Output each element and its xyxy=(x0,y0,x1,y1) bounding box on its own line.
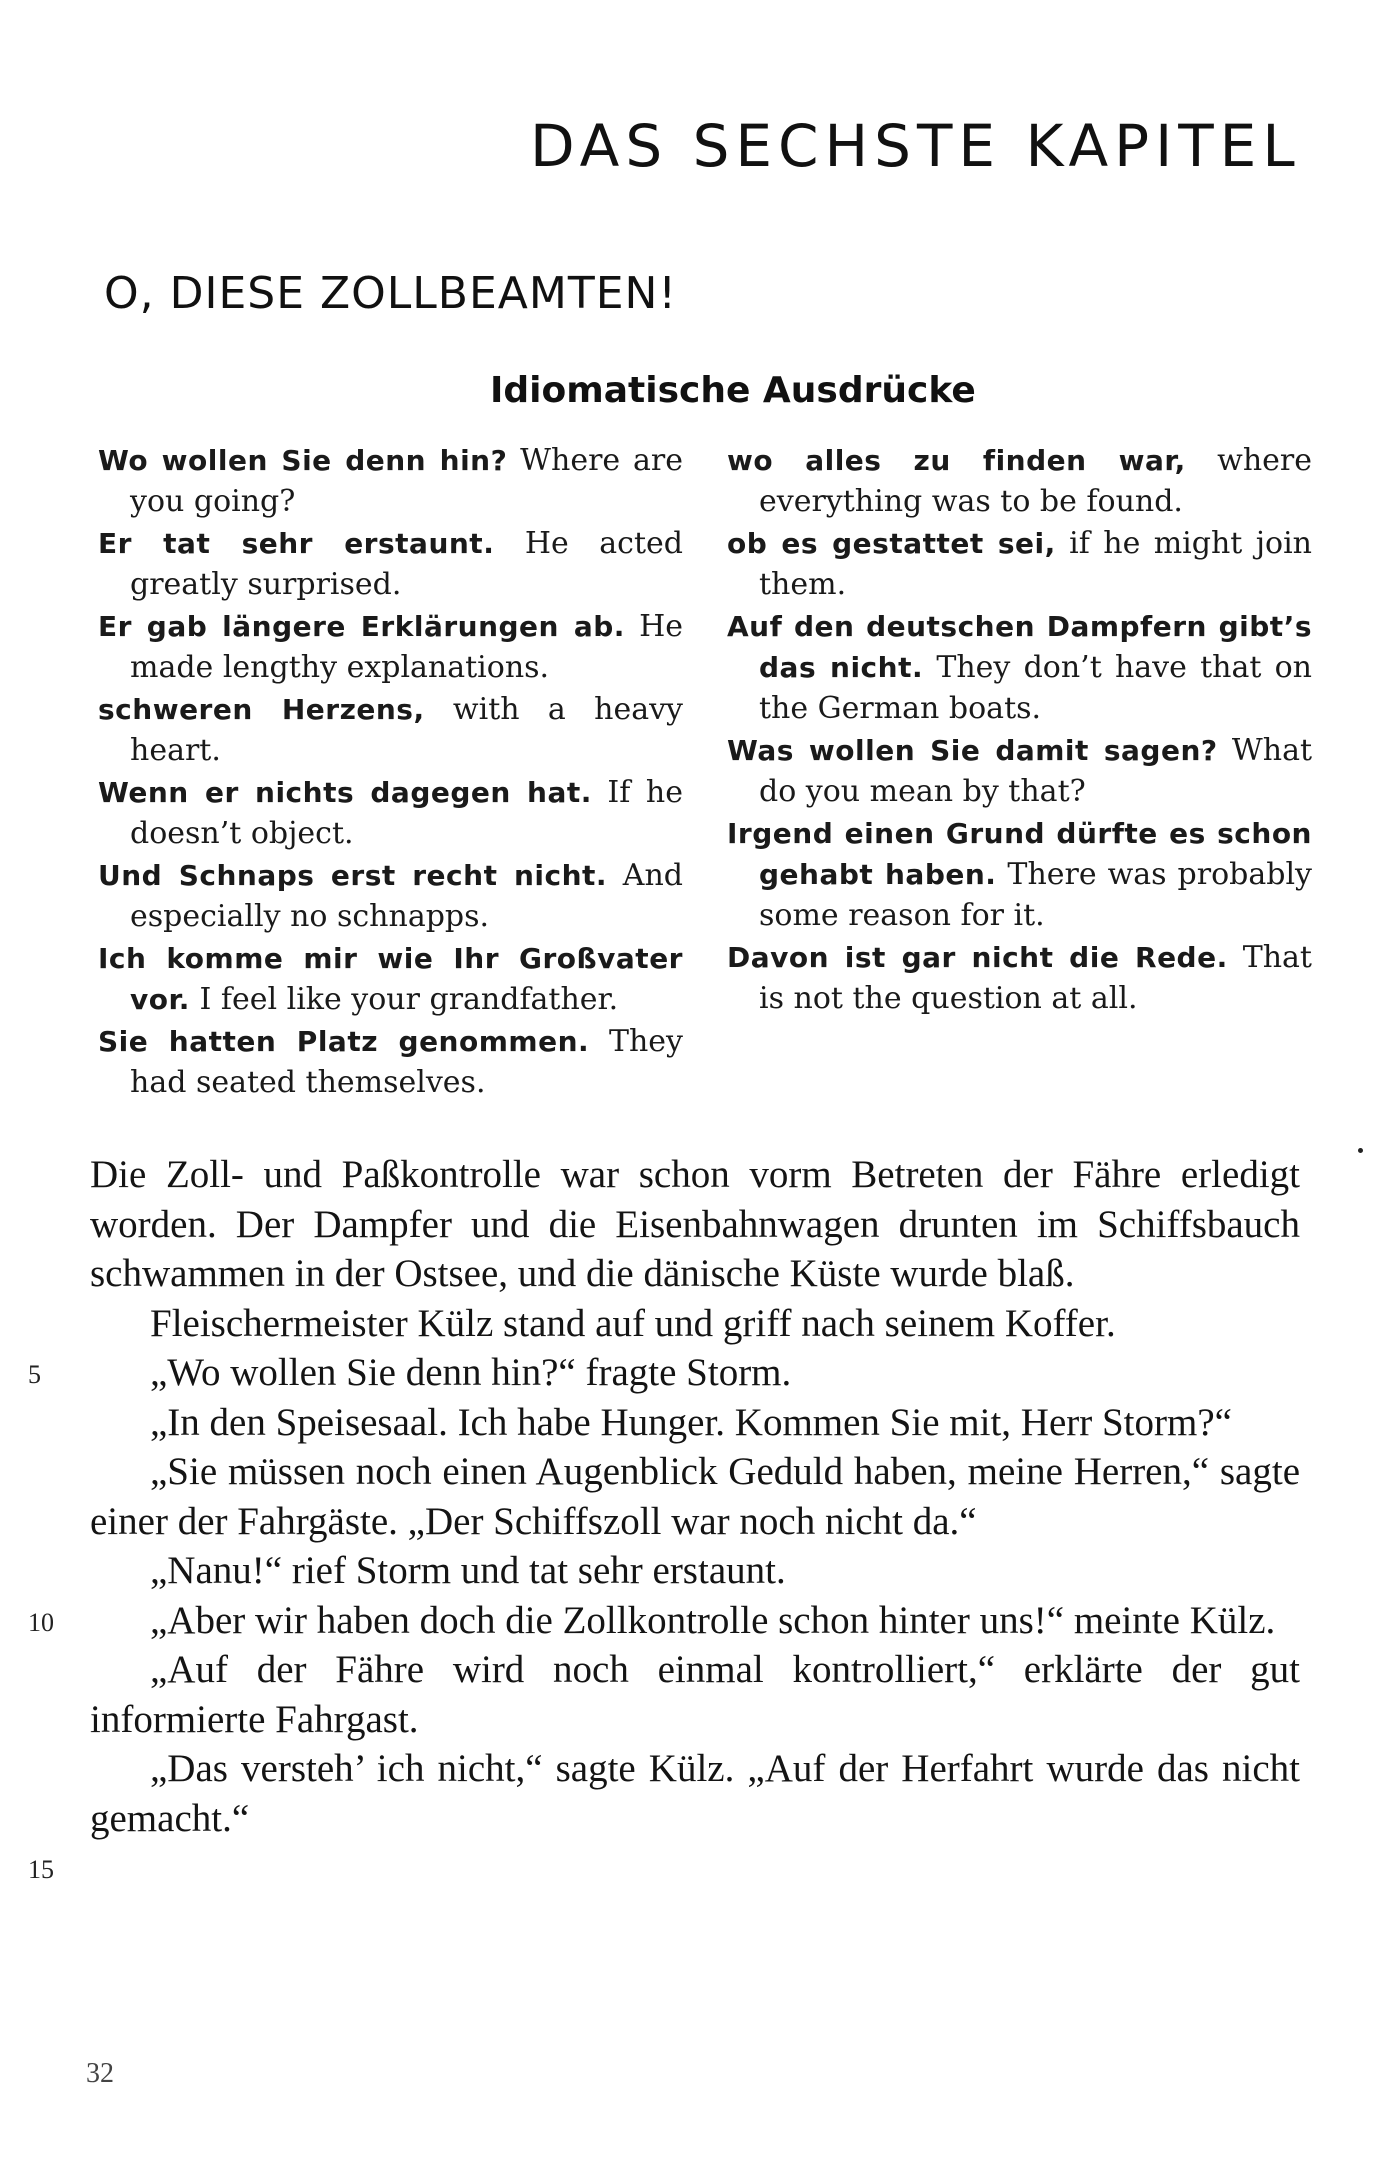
idiom-german: Er gab längere Erklärungen ab. xyxy=(98,610,625,643)
idiom-german: ob es gestattet sei, xyxy=(727,527,1056,560)
idiom-english: I feel like your grandfather. xyxy=(189,982,619,1017)
idiom-entry xyxy=(98,772,683,854)
idiom-english: Where are you going? xyxy=(130,443,683,519)
idiom-german: schweren Herzens, xyxy=(98,693,425,726)
idiom-entry xyxy=(727,813,1312,936)
idiom-entry xyxy=(727,730,1312,812)
line-number: 15 xyxy=(28,1855,54,1884)
paragraph: „Sie müssen noch einen Augenblick Geduld haben, meine Herren,“ sagte einer der Fahrgäste. „Der Schiffszoll war noch nicht da.“ xyxy=(90,1450,1300,1543)
idiom-german: Wenn er nichts dagegen hat. xyxy=(98,776,592,809)
paragraph: „In den Speisesaal. Ich habe Hunger. Kommen Sie mit, Herr Storm?“ xyxy=(150,1400,1232,1444)
paragraph: „Das versteh’ ich nicht,“ sagte Külz. „Auf der Herfahrt wurde das nicht gemacht.“ xyxy=(90,1747,1300,1840)
idiom-entry xyxy=(98,855,683,937)
idiom-english: That is not the question at all. xyxy=(759,940,1312,1016)
idiom-english: He acted greatly surprised. xyxy=(130,526,683,602)
chapter-title: DAS SECHSTE KAPITEL xyxy=(530,112,1301,180)
idiom-english: If he doesn’t object. xyxy=(130,775,683,851)
idiom-german: Was wollen Sie damit sagen? xyxy=(727,734,1218,767)
idioms-heading: Idiomatische Ausdrücke xyxy=(490,370,976,411)
idiom-english: They don’t have that on the German boats. xyxy=(759,650,1313,726)
idiom-german: Irgend einen Grund dürfte es schon gehabt haben. xyxy=(727,817,1312,891)
idiom-german: wo alles zu finden war, xyxy=(727,444,1186,477)
idiom-german: Sie hatten Platz genommen. xyxy=(98,1025,590,1058)
idiom-entry xyxy=(727,523,1312,605)
story-text xyxy=(90,1150,1300,1843)
idioms-left-column xyxy=(98,440,683,1104)
idiom-entry xyxy=(98,523,683,605)
print-speck xyxy=(1358,1148,1363,1153)
paragraph: „Nanu!“ rief Storm und tat sehr erstaunt. xyxy=(150,1549,786,1592)
paragraph: „Auf der Fähre wird noch einmal kontrolliert,“ erklärte der gut informierte Fahrgast. xyxy=(90,1648,1300,1741)
idioms-right-column xyxy=(727,440,1312,1020)
idiom-entry xyxy=(98,938,683,1020)
idiom-english: if he might join them. xyxy=(759,526,1312,602)
idiom-english: And especially no schnapps. xyxy=(130,858,683,934)
idiom-german: Davon ist gar nicht die Rede. xyxy=(727,941,1228,974)
line-number: 10 xyxy=(28,1608,54,1637)
paragraph: Die Zoll- und Paßkontrolle war schon vorm Betreten der Fähre erledigt worden. Der Dampfer und die Eisenbahnwagen drunten im Schiffsbauch schwammen in der Ostsee, und die dänische Küste wurde blaß. xyxy=(90,1153,1300,1295)
paragraph: Fleischermeister Külz stand auf und griff nach seinem Koffer. xyxy=(150,1301,1116,1345)
section-title: O, DIESE ZOLLBEAMTEN! xyxy=(104,268,678,319)
idiom-german: Wo wollen Sie denn hin? xyxy=(98,444,508,477)
idiom-entry xyxy=(727,606,1312,729)
line-number: 5 xyxy=(28,1360,41,1389)
idiom-english: He made lengthy explanations. xyxy=(130,609,683,685)
idiom-entry xyxy=(98,1021,683,1103)
idiom-german: Und Schnaps erst recht nicht. xyxy=(98,859,608,892)
idiom-entry xyxy=(98,440,683,522)
idiom-entry xyxy=(98,606,683,688)
idiom-english: There was probably some reason for it. xyxy=(759,857,1312,933)
paragraph: „Wo wollen Sie denn hin?“ fragte Storm. xyxy=(150,1351,792,1394)
idiom-english: with a heavy heart. xyxy=(130,692,683,768)
page-number: 32 xyxy=(86,2058,114,2089)
idiom-german: Auf den deutschen Dampfern gibt’s das nicht. xyxy=(727,610,1312,684)
idiom-german: Er tat sehr erstaunt. xyxy=(98,527,495,560)
idiom-german: Ich komme mir wie Ihr Großvater vor. xyxy=(98,942,683,1016)
idiom-entry xyxy=(727,440,1312,522)
idiom-entry xyxy=(727,937,1312,1019)
idiom-english: They had seated themselves. xyxy=(130,1024,683,1100)
paragraph: „Aber wir haben doch die Zollkontrolle schon hinter uns!“ meinte Külz. xyxy=(150,1598,1276,1642)
idiom-english: What do you mean by that? xyxy=(759,733,1313,809)
idiom-entry xyxy=(98,689,683,771)
idiom-english: where everything was to be found. xyxy=(759,443,1313,519)
